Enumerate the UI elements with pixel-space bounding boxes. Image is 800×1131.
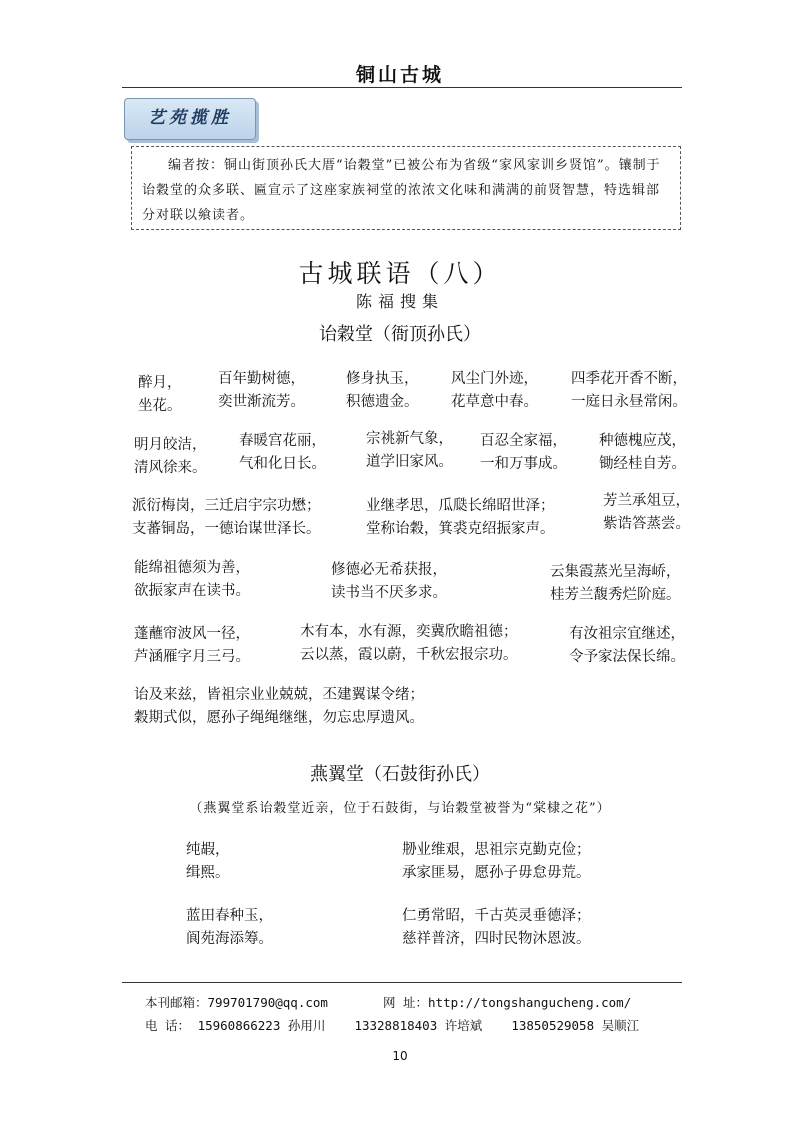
couplet: 醉月， 坐花。 (138, 375, 182, 414)
couplet: 百年勤树德， 奕世渐流芳。 (218, 371, 305, 410)
couplet: 百忍全家福， 一和万事成。 (480, 433, 567, 472)
header-rule (122, 87, 682, 88)
couplet: 修德必无希获报， 读书当不厌多求。 (331, 562, 447, 601)
couplet: 明月皎洁， 清风徐来。 (134, 437, 207, 476)
section1-title: 诒穀堂（衙顶孙氏） (319, 324, 481, 345)
website-link[interactable]: http://tongshangucheng.com/ (428, 995, 632, 1010)
footer-rule (122, 982, 682, 983)
couplet: 业继孝思，瓜瓞长绵昭世泽； 堂称诒穀，箕裘克绍振家声。 (366, 498, 555, 537)
email-label: 本刊邮箱： (145, 995, 208, 1010)
header-title: 铜山古城 (355, 64, 444, 86)
couplet: 纯嘏， 缉熙。 (186, 842, 230, 881)
section2-title: 燕翼堂（石鼓街孙氏） (310, 764, 490, 785)
phone: 13850529058 吴顺江 (511, 1018, 640, 1033)
couplet: 云集霞蒸光呈海峤， 桂芳兰馥秀烂阶庭。 (550, 564, 681, 603)
couplet: 能绵祖德须为善， 欲振家声在读书。 (134, 560, 250, 599)
couplet: 蓬蘸帘波风一径， 芦涵雁字月三弓。 (134, 626, 250, 665)
couplet: 蓝田春种玉， 阆苑海添筹。 (186, 908, 273, 947)
article-title: 古城联语（八） (298, 259, 502, 288)
couplet: 修身执玉， 积德遗金。 (346, 371, 419, 410)
couplet: 风尘门外迹， 花草意中春。 (451, 371, 538, 410)
section2-note: （燕翼堂系诒穀堂近亲，位于石鼓街，与诒穀堂被誉为“棠棣之花”） (189, 801, 611, 816)
couplet: 芳兰承俎豆， 紫诰答蒸尝。 (603, 493, 690, 532)
couplet: 种德槐应茂， 锄经桂自芳。 (599, 433, 686, 472)
page-number: 10 (392, 1049, 408, 1063)
couplet: 木有本，水有源，奕冀欣瞻祖德； 云以蒸，霞以蔚，千秋宏报宗功。 (300, 624, 518, 663)
couplet: 四季花开香不断， 一庭日永昼常闲。 (571, 371, 687, 410)
footer-phone-line (145, 1016, 639, 1034)
web-label: 网 址： (383, 995, 429, 1010)
editor-note-box (131, 146, 681, 230)
phone: 15960866223 孙用川 (197, 1018, 326, 1033)
couplet: 春暖宫花丽， 气和化日长。 (239, 433, 326, 472)
couplet: 诒及来兹，皆祖宗业业兢兢，丕建翼谋令绪； 穀期式似，愿孙子绳绳继继，勿忘忠厚遗风。 (134, 687, 424, 726)
editor-note: 编者按：铜山街顶孙氏大厝“诒穀堂”已被公布为省级“家风家训乡贤馆”。镶制于诒穀堂的众多联、匾宣示了这座家族祠堂的浓浓文化味和满满的前贤智慧，特选辑部分对联以飨读者。 (142, 158, 661, 223)
couplet: 宗祧新气象， 道学旧家风。 (366, 431, 453, 470)
phone-label: 电 话： (145, 1018, 191, 1033)
phone: 13328818403 许培斌 (354, 1018, 483, 1033)
footer-web-line (383, 993, 631, 1011)
couplet: 派衍梅岗，三迁启宇宗功懋； 支蕃铜岛，一德诒谋世泽长。 (132, 498, 321, 537)
email[interactable]: 799701790@qq.com (207, 995, 328, 1010)
article-compiler: 陈福搜集 (355, 292, 444, 311)
couplet: 仁勇常昭，千古英灵垂德泽； 慈祥普济，四时民物沐恩波。 (402, 908, 591, 947)
section-banner (124, 98, 256, 140)
banner-label: 艺苑揽胜 (148, 108, 232, 128)
couplet: 有汝祖宗宜继述， 令予家法保长绵。 (569, 626, 685, 665)
footer-email-line (145, 993, 328, 1011)
couplet: 刱业维艰，思祖宗克勤克俭； 承家匪易，愿孙子毋怠毋荒。 (402, 842, 591, 881)
